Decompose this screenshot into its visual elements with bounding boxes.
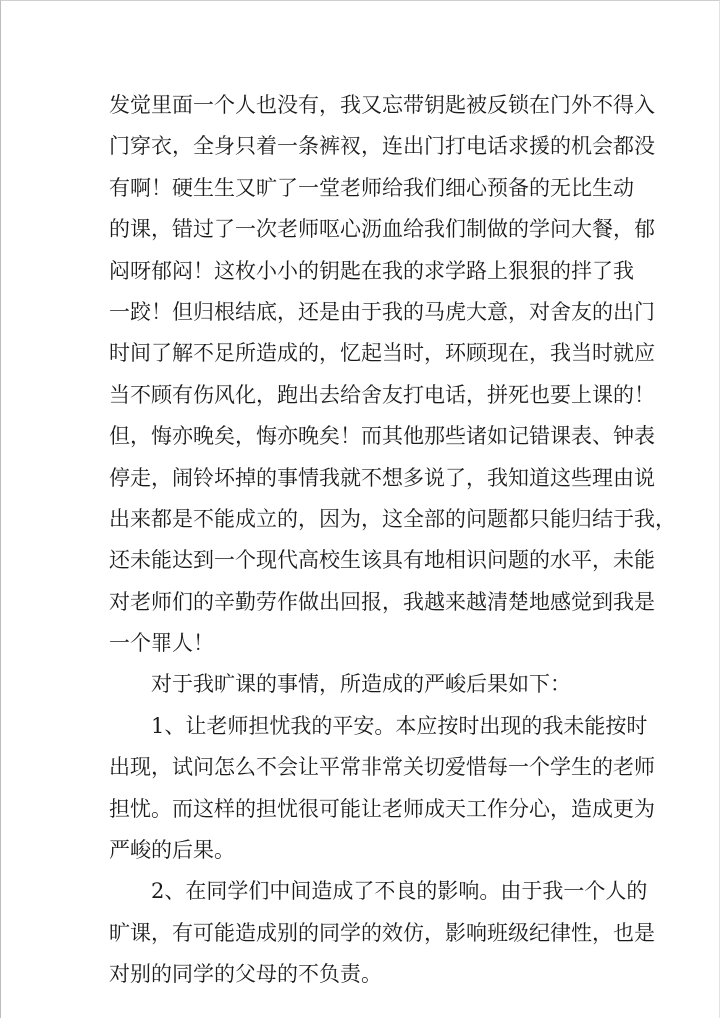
text-line: 时间了解不足所造成的，忆起当时，环顾现在，我当时就应 — [109, 341, 655, 366]
text-line: 担忧。而这样的担忧很可能让老师成天工作分心，造成更为 — [109, 796, 655, 821]
paragraph — [109, 706, 655, 872]
text-line: 严峻的后果。 — [109, 838, 235, 863]
text-line: 闷呀郁闷！这枚小小的钥匙在我的求学路上狠狠的拌了我 — [109, 258, 634, 283]
paragraph — [109, 85, 676, 664]
text-line: 1、让老师担忧我的平安。本应按时出现的我未能按时 — [151, 713, 648, 738]
text-line: 一个罪人！ — [109, 631, 214, 656]
text-line: 但，悔亦晚矣，悔亦晚矣！而其他那些诸如记错课表、钟表 — [109, 424, 655, 449]
text-line: 一跤！但归根结底，还是由于我的马虎大意，对舍友的出门 — [109, 299, 655, 324]
text-line: 出来都是不能成立的，因为，这全部的问题都只能归结于我， — [109, 506, 676, 531]
text-line: 有啊！硬生生又旷了一堂老师给我们细心预备的无比生动 — [109, 175, 634, 200]
text-line: 对老师们的辛勤劳作做出回报，我越来越清楚地感觉到我是 — [109, 589, 655, 614]
text-line: 对别的同学的父母的不负责。 — [109, 962, 382, 987]
document-body — [109, 85, 676, 996]
text-line: 2、在同学们中间造成了不良的影响。由于我一个人的 — [151, 879, 648, 904]
text-line: 还未能达到一个现代高校生该具有地相识问题的水平，未能 — [109, 548, 655, 573]
text-line: 出现，试问怎么不会让平常非常关切爱惜每一个学生的老师 — [109, 755, 655, 780]
text-line: 停走，闹铃坏掉的事情我就不想多说了，我知道这些理由说 — [109, 465, 655, 490]
text-line: 对于我旷课的事情，所造成的严峻后果如下： — [151, 672, 571, 697]
paragraph — [109, 871, 655, 995]
text-line: 门穿衣，全身只着一条裤衩，连出门打电话求援的机会都没 — [109, 134, 655, 159]
text-line: 当不顾有伤风化，跑出去给舍友打电话，拼死也要上课的！ — [109, 382, 655, 407]
text-line: 发觉里面一个人也没有，我又忘带钥匙被反锁在门外不得入 — [109, 93, 655, 117]
paragraph — [109, 664, 619, 705]
text-line: 的课，错过了一次老师呕心沥血给我们制做的学问大餐，郁 — [109, 217, 655, 242]
text-line: 旷课，有可能造成别的同学的效仿，影响班级纪律性，也是 — [109, 920, 655, 945]
